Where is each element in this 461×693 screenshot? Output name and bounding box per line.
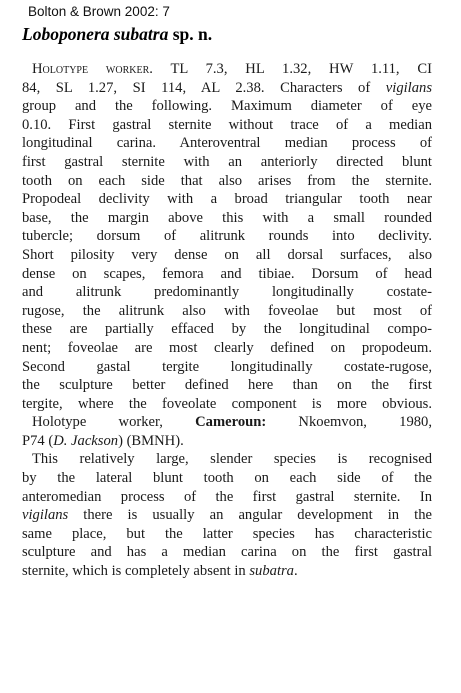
citation: Bolton & Brown 2002: 7 [28, 4, 170, 19]
text-line: sternite, which is completely absent in subatra. [22, 563, 298, 580]
description-text [22, 60, 432, 581]
text-line: Holotype worker, Cameroun: Nkoemvon, 1980, [32, 414, 432, 431]
text-line: Propodeal declivity with a broad triangular tooth near [22, 191, 432, 208]
text-line: P74 (D. Jackson) (BMNH). [22, 432, 184, 449]
text-line: tergite, where the foveolate component is more obvious. [22, 395, 432, 412]
holotype-heading: Holotype worker. [32, 61, 153, 77]
collector: D. Jackson [53, 432, 119, 449]
text-line: and alitrunk predominantly longitudinally costate- [22, 284, 432, 301]
text-line: longitudinal carina. Anteroventral median process of [22, 135, 432, 152]
text-line: rugose, the alitrunk also with foveolae but most of [22, 302, 432, 319]
species-ref: subatra [249, 563, 294, 580]
species-suffix: sp. n. [168, 24, 213, 44]
measurements: TL 7.3, HL 1.32, HW 1.11, CI [152, 61, 433, 77]
text-line: 0.10. First gastral sternite without trace of a median [22, 116, 432, 133]
text-line: Short pilosity very dense on all dorsal surfaces, also [22, 246, 432, 263]
text-line: tubercle; dorsum of alitrunk rounds into declivity. [22, 228, 432, 245]
text-line: base, the margin above this with a small rounded [22, 209, 432, 226]
species-ref: vigilans [385, 79, 432, 96]
text-line: nent; foveolae are most clearly defined on propodeum. [22, 339, 432, 356]
text-line: by the lateral blunt tooth on each side of the [22, 470, 432, 487]
text-line [22, 60, 432, 79]
text-line: these are partially effaced by the longitudinal compo- [22, 321, 432, 338]
text-line: group and the following. Maximum diameter of eye [22, 98, 432, 115]
text-line: This relatively large, slender species is recognised [32, 451, 432, 468]
text-line: same place, but the latter species has characteristic [22, 525, 432, 542]
species-ref: vigilans [22, 507, 69, 524]
text-line: vigilans there is usually an angular development in the [22, 507, 432, 524]
species-name: Loboponera subatra [22, 24, 169, 44]
country: Cameroun: [195, 414, 267, 431]
text-line: tooth on each side that also arises from the sternite. [22, 172, 432, 189]
text-line: dense on scapes, femora and tibiae. Dorsum of head [22, 265, 432, 282]
text-line: the sculpture better defined here than on the first [22, 377, 432, 394]
text-line: anteromedian process of the first gastral sternite. In [22, 488, 432, 505]
species-title [22, 24, 212, 45]
text-line: Second gastal tergite longitudinally costate-rugose, [22, 358, 432, 375]
text-line: first gastral sternite with an anteriorly directed blunt [22, 153, 432, 170]
text-line: 84, SL 1.27, SI 114, AL 2.38. Characters of vigilans [22, 79, 432, 96]
text-line: sculpture and has a median carina on the first gastral [22, 544, 432, 561]
